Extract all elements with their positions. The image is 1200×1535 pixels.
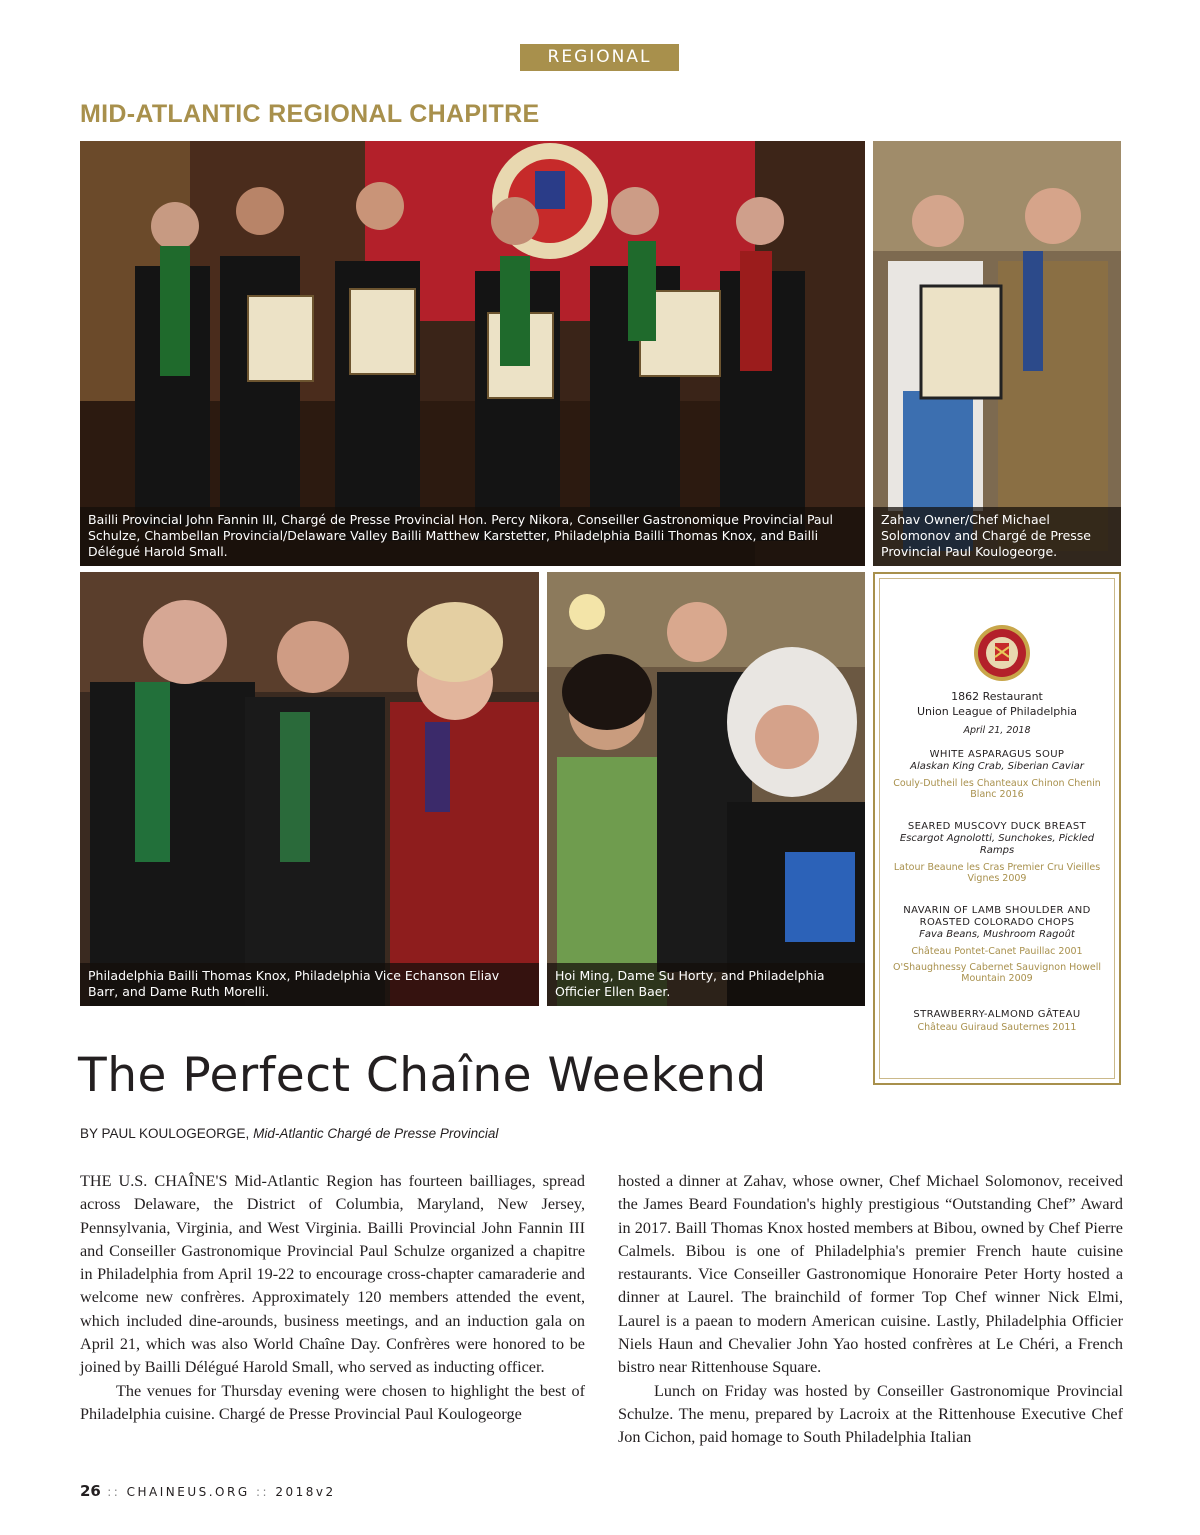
section-title: MID-ATLANTIC REGIONAL CHAPITRE <box>80 100 540 128</box>
footer-separator: :: <box>107 1485 121 1499</box>
article-paragraph: The venues for Thursday evening were chosen to highlight the best of Philadelphia cuisine. Chargé de Presse Provincial Paul Koulogeorge <box>80 1381 585 1423</box>
footer-site: CHAINEUS.ORG <box>126 1485 250 1499</box>
photo-caption: Philadelphia Bailli Thomas Knox, Philadelphia Vice Echanson Eliav Barr, and Dame Ruth Morelli. <box>80 963 539 1006</box>
menu-wine: Latour Beaune les Cras Premier Cru Vieilles Vignes 2009 <box>893 862 1101 884</box>
menu-card <box>873 572 1121 1085</box>
photo-ming-horty-baer <box>547 572 865 1006</box>
menu-course <box>886 905 1108 984</box>
page-footer <box>80 1482 336 1500</box>
menu-dish-description: Alaskan King Crab, Siberian Caviar <box>910 761 1084 772</box>
article-headline: The Perfect Chaîne Weekend <box>78 1048 767 1103</box>
section-tag: REGIONAL <box>520 44 679 71</box>
photo-zahav-chef <box>873 141 1121 566</box>
menu-course <box>886 1009 1108 1033</box>
menu-dish: WHITE ASPARAGUS SOUP <box>929 749 1065 760</box>
page-number: 26 <box>80 1482 101 1500</box>
menu-dish: STRAWBERRY-ALMOND GÂTEAU <box>913 1009 1081 1020</box>
menu-wine: Château Pontet-Canet Pauillac 2001 <box>911 946 1083 957</box>
photo-zahav-scene <box>873 141 1121 566</box>
menu-venue-name: 1862 Restaurant <box>951 690 1043 703</box>
menu-wine: Château Guiraud Sauternes 2011 <box>917 1022 1077 1033</box>
footer-separator: :: <box>255 1485 270 1499</box>
article-paragraph: THE U.S. CHAÎNE'S Mid-Atlantic Region has fourteen bailliages, spread across Delaware, the District of Columbia, Maryland, New Jersey, Pennsylvania, Virginia, and West Virginia. Bailli Provincial John Fannin III and Conseiller Gastronomique Provincial Paul Schulze organized a chapitre in Philadelphia from April 19-22 to encourage cross-chapter camaraderie and welcome new confrères. Approximately 120 members attended the event, which included dine-arounds, business meetings, and an induction gala on April 21, which was also World Chaîne Day. Confrères were honored to be joined by Bailli Délégué Harold Small, who served as inducting officer. <box>80 1172 585 1377</box>
article-paragraph: hosted a dinner at Zahav, whose owner, Chef Michael Solomonov, received the James Beard Foundation's highly prestigious “Outstanding Chef” Award in 2017. Baill Thomas Knox hosted members at Bibou, owned by Chef Pierre Calmels. Bibou is one of Philadelphia's premier French haute cuisine restaurants. Vice Conseiller Gastronomique Honoraire Peter Horty hosted a dinner at Laurel. The brainchild of former Top Chef winner Nick Elmi, Laurel is a paean to modern American cuisine. Lastly, Philadelphia Officier Niels Haun and Chevalier John Yao hosted confrères at Le Chéri, a French bistro near Rittenhouse Square. <box>618 1172 1123 1377</box>
menu-wine: Couly-Dutheil les Chanteaux Chinon Chenin Blanc 2016 <box>893 778 1101 800</box>
menu-card-frame <box>879 578 1115 1079</box>
photo-caption: Bailli Provincial John Fannin III, Chargé de Presse Provincial Hon. Percy Nikora, Conseiller Gastronomique Provincial Paul Schulze, Chambellan Provincial/Delaware Valley Bailli Matthew Karstetter, Philadelphia Bailli Thomas Knox, and Bailli Délégué Harold Small. <box>80 507 865 566</box>
photo-caption: Hoi Ming, Dame Su Horty, and Philadelphia Officier Ellen Baer. <box>547 963 865 1006</box>
photo-group-bailli <box>80 141 865 566</box>
photo-ming-scene <box>547 572 865 1006</box>
menu-dish: SEARED MUSCOVY DUCK BREAST <box>907 821 1087 832</box>
menu-dish-description: Fava Beans, Mushroom Ragoût <box>919 929 1075 940</box>
footer-issue: 2018v2 <box>275 1485 336 1499</box>
menu-course <box>886 821 1108 884</box>
photo-knox-scene <box>80 572 539 1006</box>
menu-wine: O'Shaughnessy Cabernet Sauvignon Howell Mountain 2009 <box>892 962 1101 984</box>
byline-author-title: Mid-Atlantic Chargé de Presse Provincial <box>253 1126 499 1141</box>
article-byline <box>80 1126 498 1141</box>
article-paragraph: Lunch on Friday was hosted by Conseiller Gastronomique Provincial Schulze. The menu, prepared by Lacroix at the Rittenhouse Executive Chef Jon Cichon, paid homage to South Philadelphia Italian <box>618 1381 1123 1447</box>
photo-caption: Zahav Owner/Chef Michael Solomonov and Chargé de Presse Provincial Paul Koulogeorge. <box>873 507 1121 566</box>
menu-course <box>886 749 1108 800</box>
menu-venue <box>880 689 1114 719</box>
photo-group-scene <box>80 141 865 566</box>
menu-venue-location: Union League of Philadelphia <box>916 705 1078 718</box>
menu-dish-description: Escargot Agnolotti, Sunchokes, Pickled Ramps <box>899 833 1095 856</box>
menu-date: April 21, 2018 <box>963 725 1031 736</box>
article-column-1 <box>80 1170 585 1426</box>
photo-knox-barr-morelli <box>80 572 539 1006</box>
article-column-2 <box>618 1170 1123 1450</box>
chaine-seal-icon <box>973 624 1031 682</box>
menu-dish: NAVARIN OF LAMB SHOULDER AND ROASTED COLORADO CHOPS <box>903 905 1091 928</box>
byline-author: BY PAUL KOULOGEORGE, <box>80 1126 250 1141</box>
